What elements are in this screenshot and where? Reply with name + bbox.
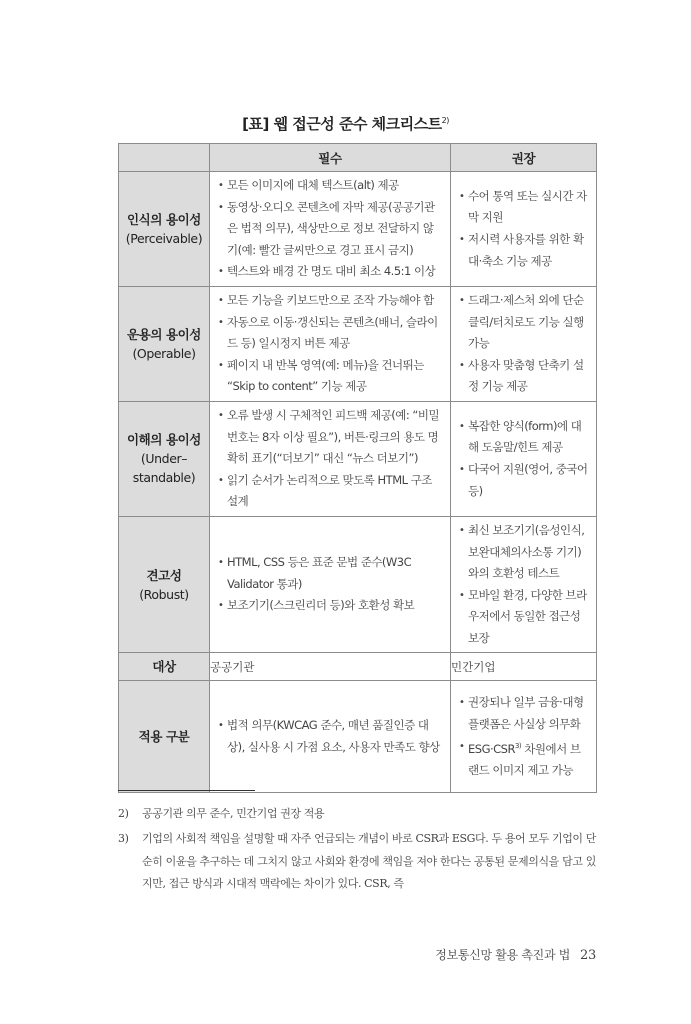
required-cell — [210, 172, 451, 287]
footnote-divider — [118, 790, 255, 791]
list-item: • 자동으로 이동·갱신되는 콘텐츠(배너, 슬라이드 등) 일시정지 버튼 제공 — [218, 312, 444, 355]
category-cell — [119, 286, 210, 401]
list-item: • 텍스트와 배경 간 명도 대비 최소 4.5:1 이상 — [218, 261, 444, 283]
list-item: • 저시력 사용자를 위한 확대·축소 기능 제공 — [459, 229, 590, 272]
category-cell — [119, 172, 210, 287]
required-cell — [210, 681, 451, 793]
list-item: • HTML, CSS 등은 표준 문법 준수(W3C Validator 통과) — [218, 552, 444, 595]
list-item: • 다국어 지원(영어, 중국어 등) — [459, 459, 590, 502]
page-number: 23 — [580, 948, 596, 963]
required-cell — [210, 401, 451, 516]
list-item: • 모든 기능을 키보드만으로 조작 가능해야 함 — [218, 290, 444, 312]
footnote-text: 공공기관 의무 준수, 민간기업 권장 적용 — [142, 807, 325, 820]
recommended-cell — [451, 681, 597, 793]
target-recommended: 민간기업 — [451, 653, 597, 681]
list-item: • 권장되나 일부 금융·대형 플랫폼은 사실상 의무화 — [459, 692, 590, 735]
list-item: • 모바일 환경, 다양한 브라우저에서 동일한 접근성 보장 — [459, 585, 590, 650]
list-item: • 오류 발생 시 구체적인 피드백 제공(예: “비밀번호는 8자 이상 필요”), 버튼·링크의 용도 명확히 표기(“더보기” 대신 “뉴스 더보기”) — [218, 405, 444, 470]
table-row-operable — [119, 286, 597, 401]
list-item: • 수어 통역 또는 실시간 자막 지원 — [459, 186, 590, 229]
list-item: • 드래그·제스처 외에 단순 클릭/터치로도 기능 실행 가능 — [459, 290, 590, 355]
table-row-perceivable — [119, 172, 597, 287]
table-row-scope — [119, 681, 597, 793]
list-item: • 복잡한 양식(form)에 대해 도움말/힌트 제공 — [459, 416, 590, 459]
category-en: (Robust) — [139, 586, 189, 602]
footnote-2 — [118, 803, 596, 826]
required-cell — [210, 516, 451, 653]
category-ko: 인식의 용이성 — [126, 211, 201, 227]
footnote-ref: 2) — [441, 116, 449, 125]
list-item — [459, 736, 590, 782]
list-item: • 사용자 맞춤형 단축키 설정 기능 제공 — [459, 355, 590, 398]
category-ko: 운용의 용이성 — [126, 326, 201, 342]
table-row-robust — [119, 516, 597, 653]
recommended-cell — [451, 172, 597, 287]
page-footer — [435, 946, 596, 963]
list-item: • 읽기 순서가 논리적으로 맞도록 HTML 구조 설계 — [218, 470, 444, 513]
table-row-understandable — [119, 401, 597, 516]
target-required: 공공기관 — [210, 653, 451, 681]
category-ko: 견고성 — [146, 567, 182, 583]
recommended-cell — [451, 401, 597, 516]
category-en-line-2: standable) — [132, 470, 196, 486]
footnote-text: 기업의 사회적 책임을 설명할 때 자주 언급되는 개념이 바로 CSR과 ESG다. 두 용어 모두 기업이 단순히 이윤을 추구하는 데 그치지 않고 사회와 환경에 책임을 져야 한다는 공통된 문제의식을 담고 있지만, 접근 방식과 시대적 맥락에는 차이가 있다. CSR, 즉 — [142, 832, 596, 890]
category-ko: 이해의 용이성 — [126, 432, 201, 448]
category-en: (Operable) — [132, 345, 196, 361]
header-required: 필수 — [210, 144, 451, 172]
esg-csr-suffix: 차원에서 브랜드 이미지 제고 가능 — [468, 741, 581, 777]
list-item: • 동영상·오디오 콘텐츠에 자막 제공(공공기관은 법적 의무), 색상만으로 정보 전달하지 않기(예: 빨간 글씨만으로 경고 표시 금지) — [218, 197, 444, 262]
required-cell — [210, 286, 451, 401]
accessibility-checklist-table — [118, 143, 597, 793]
footnote-ref: 3) — [514, 741, 522, 750]
category-en: (Perceivable) — [125, 230, 203, 246]
recommended-cell — [451, 286, 597, 401]
footnote-number: 2) — [118, 807, 129, 820]
list-item: • 보조기기(스크린리더 등)와 호환성 확보 — [218, 595, 444, 617]
scope-label: 적용 구분 — [119, 681, 210, 793]
table-title-text: [표] 웹 접근성 준수 체크리스트 — [242, 115, 442, 133]
list-item: • 최신 보조기기(음성인식, 보완대체의사소통 기기)와의 호환성 테스트 — [459, 520, 590, 585]
list-item: • 페이지 내 반복 영역(예: 메뉴)을 건너뛰는 “Skip to content” 기능 제공 — [218, 355, 444, 398]
header-corner — [119, 144, 210, 172]
footnote-number: 3) — [118, 832, 129, 845]
list-item: • 모든 이미지에 대체 텍스트(alt) 제공 — [218, 175, 444, 197]
footnote-3 — [118, 828, 596, 896]
category-cell — [119, 401, 210, 516]
category-cell — [119, 516, 210, 653]
category-en-line-1: (Under– — [140, 451, 188, 467]
book-title: 정보통신망 활용 촉진과 법 — [435, 948, 571, 962]
recommended-cell — [451, 516, 597, 653]
table-header-row — [119, 144, 597, 172]
esg-csr-text: ESG·CSR — [468, 741, 515, 756]
header-recommended: 권장 — [451, 144, 597, 172]
target-label: 대상 — [119, 653, 210, 681]
table-title — [0, 113, 691, 134]
list-item: • 법적 의무(KWCAG 준수, 매년 품질인증 대상), 실사용 시 가점 요소, 사용자 만족도 향상 — [218, 715, 444, 758]
table-row-target — [119, 653, 597, 681]
